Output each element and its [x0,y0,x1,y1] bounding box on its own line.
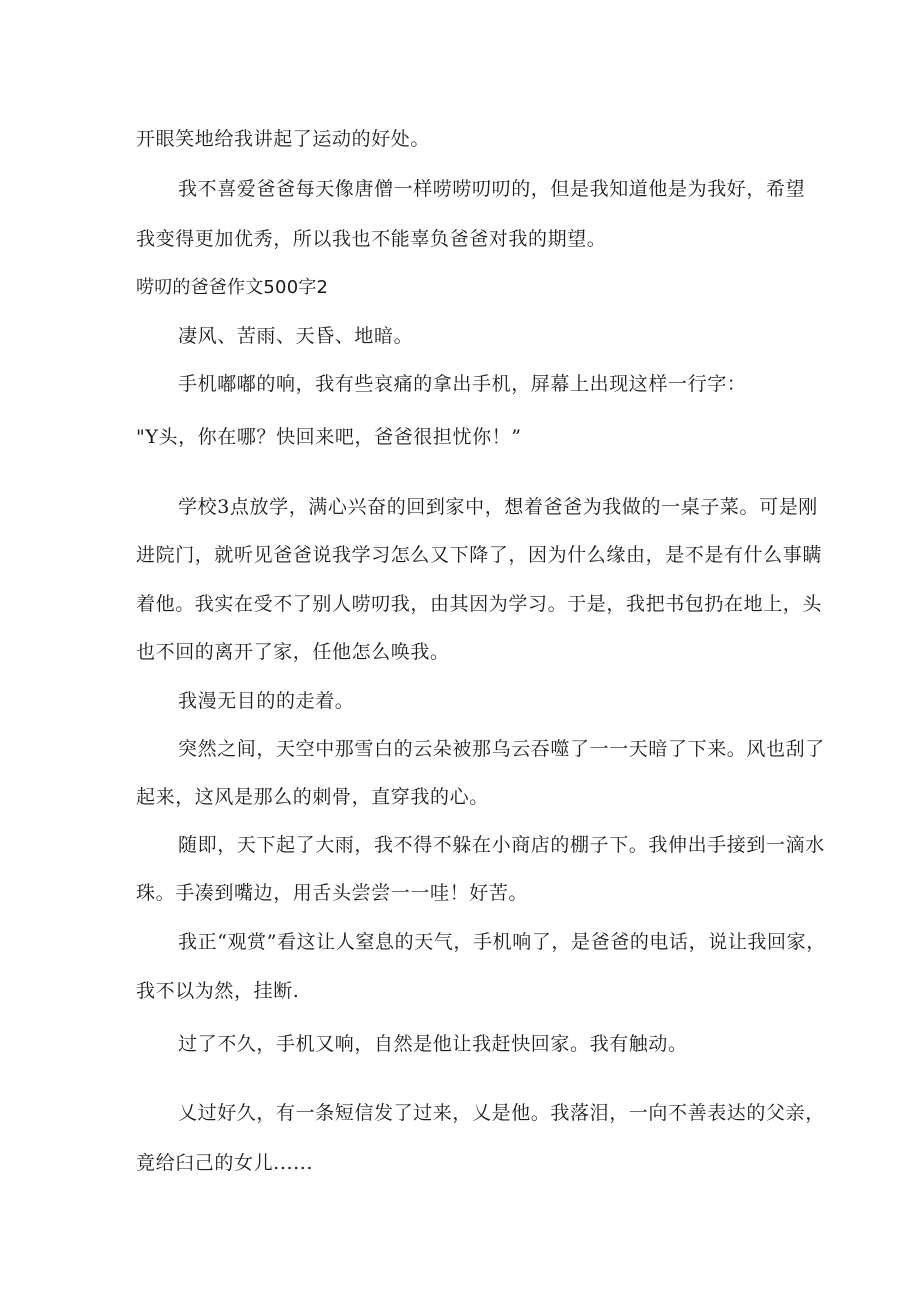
paragraph-line: 起来，这风是那么的刺骨，直穿我的心。 [136,786,489,808]
paragraph-line: 我变得更加优秀，所以我也不能辜负爸爸对我的期望。 [136,228,607,250]
section-heading: 唠叨的爸爸作文500字2 [136,277,329,298]
paragraph-line: 进院门，就听见爸爸说我学习怎么又下降了，因为什么缘由，是不是有什么事瞒 [136,544,823,566]
paragraph-line: 突然之间，天空中那雪白的云朵被那乌云吞噬了一一天暗了下来。风也刮了 [178,738,825,760]
paragraph-line: 珠。手凑到嘴边，用舌头尝尝一一哇！好苦。 [136,882,529,904]
paragraph-line: 过了不久，手机又响，自然是他让我赶快回家。我有触动。 [178,1033,688,1055]
paragraph-line: 我不以为然，挂断. [136,980,300,1002]
paragraph-line: 随即，天下起了大雨，我不得不躲在小商店的棚子下。我伸出手接到一滴水 [178,834,825,856]
paragraph-line: 我正“观赏”看这让人窒息的天气，手机响了，是爸爸的电话，说让我回家， [178,931,826,953]
sms-quote-line: "Y头，你在哪？快回来吧，爸爸很担忧你！” [136,426,522,448]
paragraph-line: 也不回的离开了家，任他怎么唤我。 [136,641,450,663]
paragraph-line: 乂过好久，有一条短信发了过来，乂是他。我落泪，一向不善表达的父亲， [178,1102,825,1124]
paragraph-line: 手机嘟嘟的响，我有些哀痛的拿出手机，屏幕上出现这样一行字： [178,373,747,395]
paragraph-line: 我不喜爱爸爸每天像唐僧一样唠唠叨叨的，但是我知道他是为我好，希望 [178,178,806,200]
paragraph-line: 我漫无目的的走着。 [178,690,355,712]
paragraph-line: 凄风、苦雨、天昏、地暗。 [178,325,414,347]
paragraph-line: 学校3点放学，满心兴奋的回到家中，想着爸爸为我做的一桌子菜。可是刚 [178,496,818,518]
paragraph-line: 着他。我实在受不了别人唠叨我，由其因为学习。于是，我把书包扔在地上，头 [136,593,823,615]
paragraph-line: 竟给臼己的女儿...... [136,1152,314,1174]
paragraph-line: 开眼笑地给我讲起了运动的好处。 [136,128,431,150]
